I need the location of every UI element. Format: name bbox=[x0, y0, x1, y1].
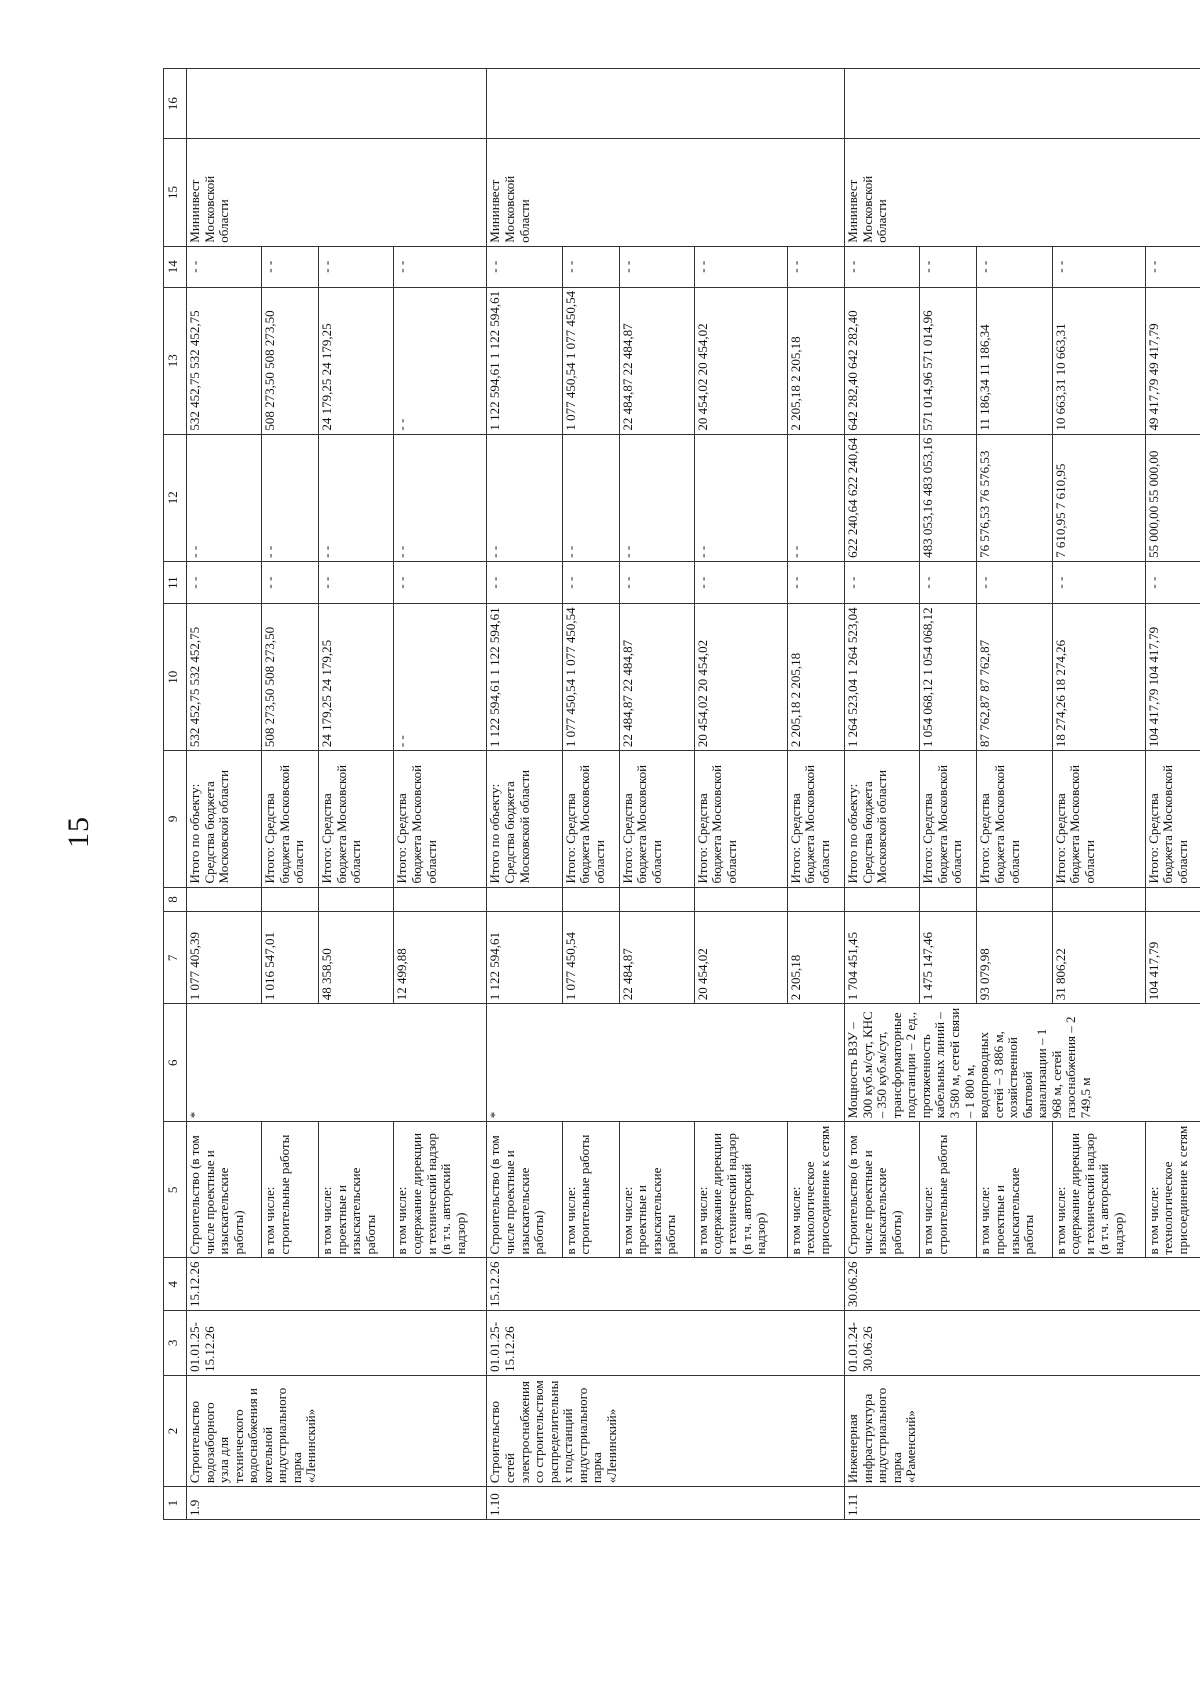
end-date: 15.12.26 bbox=[187, 1258, 487, 1311]
end-date: 30.06.26 bbox=[845, 1258, 1200, 1311]
amount-col10: 20 454,02 20 454,02 bbox=[694, 604, 787, 751]
funding-source: Итого: Средства бюджета Московской области bbox=[619, 751, 694, 887]
amount-col13: 22 484,87 22 484,87 bbox=[619, 287, 694, 434]
amount-col13: - - bbox=[394, 287, 487, 434]
work-type: в том числе: технологическое присоединение к сетям bbox=[787, 1122, 844, 1258]
col8-empty bbox=[394, 887, 487, 912]
column-number-15: 15 bbox=[164, 139, 187, 246]
funding-source: Итого: Средства бюджета Московской области bbox=[977, 751, 1052, 887]
col8-empty bbox=[920, 887, 977, 912]
amount-col13: 1 077 450,54 1 077 450,54 bbox=[562, 287, 619, 434]
amount-col12: - - bbox=[619, 434, 694, 561]
rotated-table-wrapper bbox=[163, 68, 1200, 1520]
amount-col12: 76 576,53 76 576,53 bbox=[977, 434, 1052, 561]
amount-col10: 1 054 068,12 1 054 068,12 bbox=[920, 604, 977, 751]
column-number-5: 5 bbox=[164, 1122, 187, 1258]
work-type: в том числе: строительные работы bbox=[920, 1122, 977, 1258]
amount-col10: 508 273,50 508 273,50 bbox=[262, 604, 319, 751]
amount-col14: - - bbox=[394, 246, 487, 287]
col8-empty bbox=[694, 887, 787, 912]
column-number-12: 12 bbox=[164, 434, 187, 561]
cost-total: 31 806,22 bbox=[1052, 912, 1145, 1004]
column-number-2: 2 bbox=[164, 1375, 187, 1486]
budget-table bbox=[163, 68, 1200, 1520]
funding-source: Итого по объекту: Средства бюджета Московской области bbox=[845, 751, 920, 887]
amount-col13: 2 205,18 2 205,18 bbox=[787, 287, 844, 434]
amount-col12: - - bbox=[262, 434, 319, 561]
amount-col12: - - bbox=[787, 434, 844, 561]
object-name: Строительство водозаборного узла для технического водоснабжения и котельной индустриального парка «Ленинский» bbox=[187, 1375, 487, 1486]
cost-total: 1 704 451,45 bbox=[845, 912, 920, 1004]
cost-total: 1 122 594,61 bbox=[487, 912, 562, 1004]
amount-col11: - - bbox=[187, 561, 262, 604]
funding-source: Итого: Средства бюджета Московской области bbox=[1052, 751, 1145, 887]
amount-col11: - - bbox=[394, 561, 487, 604]
amount-col10: 1 264 523,04 1 264 523,04 bbox=[845, 604, 920, 751]
amount-col14: - - bbox=[787, 246, 844, 287]
col8-empty bbox=[319, 887, 394, 912]
object-name: Инженерная инфраструктура индустриального парка «Раменский» bbox=[845, 1375, 1200, 1486]
item-number: 1.10 bbox=[487, 1487, 845, 1520]
amount-col14: - - bbox=[262, 246, 319, 287]
amount-col13: 532 452,75 532 452,75 bbox=[187, 287, 262, 434]
work-type: Строительство (в том числе проектные и изыскательские работы) bbox=[487, 1122, 562, 1258]
amount-col11: - - bbox=[977, 561, 1052, 604]
specification: Мощность ВЗУ – 300 куб.м/сут, КНС – 350 куб.м/сут, трансформаторные подстанции – 2 ед., протяженность кабельных линий – 3 580 м, сетей связи – 1 800 м, водопроводных сетей – 3 886 м, хозяйственной бытовой канализации – 1 968 м, сетей газоснабжения – 2 749,5 м bbox=[845, 1004, 1200, 1122]
amount-col13: 24 179,25 24 179,25 bbox=[319, 287, 394, 434]
amount-col13: 11 186,34 11 186,34 bbox=[977, 287, 1052, 434]
table-row bbox=[487, 69, 562, 1520]
column-number-10: 10 bbox=[164, 604, 187, 751]
amount-col14: - - bbox=[920, 246, 977, 287]
period-dates: 01.01.25-15.12.26 bbox=[487, 1310, 845, 1375]
column-number-4: 4 bbox=[164, 1258, 187, 1311]
period-dates: 01.01.24-30.06.26 bbox=[845, 1310, 1200, 1375]
amount-col12: - - bbox=[394, 434, 487, 561]
funding-source: Итого: Средства бюджета Московской области bbox=[562, 751, 619, 887]
funding-source: Итого: Средства бюджета Московской области bbox=[787, 751, 844, 887]
col8-empty bbox=[1145, 887, 1200, 912]
cost-total: 93 079,98 bbox=[977, 912, 1052, 1004]
responsible-department: Мининвест Московской области bbox=[187, 139, 487, 246]
funding-source: Итого по объекту: Средства бюджета Московской области bbox=[487, 751, 562, 887]
amount-col12: - - bbox=[562, 434, 619, 561]
cost-total: 1 077 405,39 bbox=[187, 912, 262, 1004]
amount-col10: 1 122 594,61 1 122 594,61 bbox=[487, 604, 562, 751]
amount-col11: - - bbox=[694, 561, 787, 604]
work-type: Строительство (в том числе проектные и изыскательские работы) bbox=[845, 1122, 920, 1258]
cost-total: 1 077 450,54 bbox=[562, 912, 619, 1004]
period-dates: 01.01.25-15.12.26 bbox=[187, 1310, 487, 1375]
amount-col11: - - bbox=[619, 561, 694, 604]
funding-source: Итого: Средства бюджета Московской области bbox=[694, 751, 787, 887]
amount-col11: - - bbox=[1052, 561, 1145, 604]
col8-empty bbox=[562, 887, 619, 912]
amount-col14: - - bbox=[187, 246, 262, 287]
amount-col10: 532 452,75 532 452,75 bbox=[187, 604, 262, 751]
cost-total: 1 475 147,46 bbox=[920, 912, 977, 1004]
funding-source: Итого: Средства бюджета Московской области bbox=[1145, 751, 1200, 887]
col8-empty bbox=[262, 887, 319, 912]
col16-empty bbox=[187, 69, 487, 139]
col8-empty bbox=[1052, 887, 1145, 912]
amount-col14: - - bbox=[619, 246, 694, 287]
amount-col14: - - bbox=[1145, 246, 1200, 287]
col16-empty bbox=[487, 69, 845, 139]
work-type: в том числе: проектные и изыскательские работы bbox=[977, 1122, 1052, 1258]
work-type: в том числе: строительные работы bbox=[262, 1122, 319, 1258]
cost-total: 20 454,02 bbox=[694, 912, 787, 1004]
amount-col12: - - bbox=[694, 434, 787, 561]
work-type: Строительство (в том числе проектные и изыскательские работы) bbox=[187, 1122, 262, 1258]
funding-source: Итого: Средства бюджета Московской области bbox=[319, 751, 394, 887]
funding-source: Итого: Средства бюджета Московской области bbox=[262, 751, 319, 887]
amount-col13: 642 282,40 642 282,40 bbox=[845, 287, 920, 434]
amount-col12: 7 610,95 7 610,95 bbox=[1052, 434, 1145, 561]
funding-source: Итого: Средства бюджета Московской области bbox=[920, 751, 977, 887]
item-number: 1.11 bbox=[845, 1487, 1200, 1520]
amount-col11: - - bbox=[920, 561, 977, 604]
amount-col12: 55 000,00 55 000,00 bbox=[1145, 434, 1200, 561]
amount-col13: 508 273,50 508 273,50 bbox=[262, 287, 319, 434]
amount-col11: - - bbox=[845, 561, 920, 604]
work-type: в том числе: технологическое присоединение к сетям bbox=[1145, 1122, 1200, 1258]
work-type: в том числе: строительные работы bbox=[562, 1122, 619, 1258]
work-type: в том числе: проектные и изыскательские работы bbox=[619, 1122, 694, 1258]
column-number-16: 16 bbox=[164, 69, 187, 139]
cost-total: 48 358,50 bbox=[319, 912, 394, 1004]
amount-col10: 104 417,79 104 417,79 bbox=[1145, 604, 1200, 751]
work-type: в том числе: содержание дирекции и технический надзор (в т.ч. авторский надзор) bbox=[394, 1122, 487, 1258]
column-number-6: 6 bbox=[164, 1004, 187, 1122]
column-number-8: 8 bbox=[164, 887, 187, 912]
amount-col12: 483 053,16 483 053,16 bbox=[920, 434, 977, 561]
column-number-7: 7 bbox=[164, 912, 187, 1004]
col8-empty bbox=[977, 887, 1052, 912]
amount-col14: - - bbox=[1052, 246, 1145, 287]
column-number-9: 9 bbox=[164, 751, 187, 887]
work-type: в том числе: содержание дирекции и технический надзор (в т.ч. авторский надзор) bbox=[694, 1122, 787, 1258]
work-type: в том числе: проектные и изыскательские работы bbox=[319, 1122, 394, 1258]
col16-empty bbox=[845, 69, 1200, 139]
funding-source: Итого по объекту: Средства бюджета Московской области bbox=[187, 751, 262, 887]
amount-col10: 22 484,87 22 484,87 bbox=[619, 604, 694, 751]
work-type: в том числе: содержание дирекции и технический надзор (в т.ч. авторский надзор) bbox=[1052, 1122, 1145, 1258]
column-number-13: 13 bbox=[164, 287, 187, 434]
amount-col14: - - bbox=[487, 246, 562, 287]
table-row bbox=[187, 69, 262, 1520]
responsible-department: Мининвест Московской области bbox=[487, 139, 845, 246]
amount-col12: - - bbox=[319, 434, 394, 561]
table-body bbox=[187, 69, 1200, 1520]
end-date: 15.12.26 bbox=[487, 1258, 845, 1311]
amount-col13: 571 014,96 571 014,96 bbox=[920, 287, 977, 434]
amount-col10: 87 762,87 87 762,87 bbox=[977, 604, 1052, 751]
amount-col10: 18 274,26 18 274,26 bbox=[1052, 604, 1145, 751]
amount-col11: - - bbox=[487, 561, 562, 604]
col8-empty bbox=[787, 887, 844, 912]
amount-col10: 1 077 450,54 1 077 450,54 bbox=[562, 604, 619, 751]
specification: * bbox=[187, 1004, 487, 1122]
amount-col13: 1 122 594,61 1 122 594,61 bbox=[487, 287, 562, 434]
amount-col14: - - bbox=[845, 246, 920, 287]
cost-total: 12 499,88 bbox=[394, 912, 487, 1004]
amount-col11: - - bbox=[562, 561, 619, 604]
object-name: Строительство сетей электроснабжения со строительством распределительны х подстанций индустриального парка «Ленинский» bbox=[487, 1375, 845, 1486]
specification: * bbox=[487, 1004, 845, 1122]
col8-empty bbox=[619, 887, 694, 912]
table-row bbox=[845, 69, 920, 1520]
col8-empty bbox=[187, 887, 262, 912]
amount-col14: - - bbox=[562, 246, 619, 287]
funding-source: Итого: Средства бюджета Московской области bbox=[394, 751, 487, 887]
column-number-11: 11 bbox=[164, 561, 187, 604]
amount-col12: - - bbox=[487, 434, 562, 561]
amount-col14: - - bbox=[977, 246, 1052, 287]
amount-col14: - - bbox=[319, 246, 394, 287]
amount-col11: - - bbox=[262, 561, 319, 604]
amount-col11: - - bbox=[1145, 561, 1200, 604]
amount-col13: 10 663,31 10 663,31 bbox=[1052, 287, 1145, 434]
amount-col11: - - bbox=[319, 561, 394, 604]
col8-empty bbox=[845, 887, 920, 912]
column-number-3: 3 bbox=[164, 1310, 187, 1375]
page-number: 15 bbox=[62, 816, 95, 848]
cost-total: 1 016 547,01 bbox=[262, 912, 319, 1004]
amount-col10: 24 179,25 24 179,25 bbox=[319, 604, 394, 751]
cost-total: 22 484,87 bbox=[619, 912, 694, 1004]
amount-col13: 20 454,02 20 454,02 bbox=[694, 287, 787, 434]
column-number-1: 1 bbox=[164, 1487, 187, 1520]
amount-col10: - - bbox=[394, 604, 487, 751]
cost-total: 2 205,18 bbox=[787, 912, 844, 1004]
column-number-row bbox=[164, 69, 187, 1520]
amount-col10: 2 205,18 2 205,18 bbox=[787, 604, 844, 751]
col8-empty bbox=[487, 887, 562, 912]
item-number: 1.9 bbox=[187, 1487, 487, 1520]
column-number-14: 14 bbox=[164, 246, 187, 287]
amount-col13: 49 417,79 49 417,79 bbox=[1145, 287, 1200, 434]
amount-col12: 622 240,64 622 240,64 bbox=[845, 434, 920, 561]
responsible-department: Мининвест Московской области bbox=[845, 139, 1200, 246]
amount-col11: - - bbox=[787, 561, 844, 604]
amount-col12: - - bbox=[187, 434, 262, 561]
amount-col14: - - bbox=[694, 246, 787, 287]
cost-total: 104 417,79 bbox=[1145, 912, 1200, 1004]
